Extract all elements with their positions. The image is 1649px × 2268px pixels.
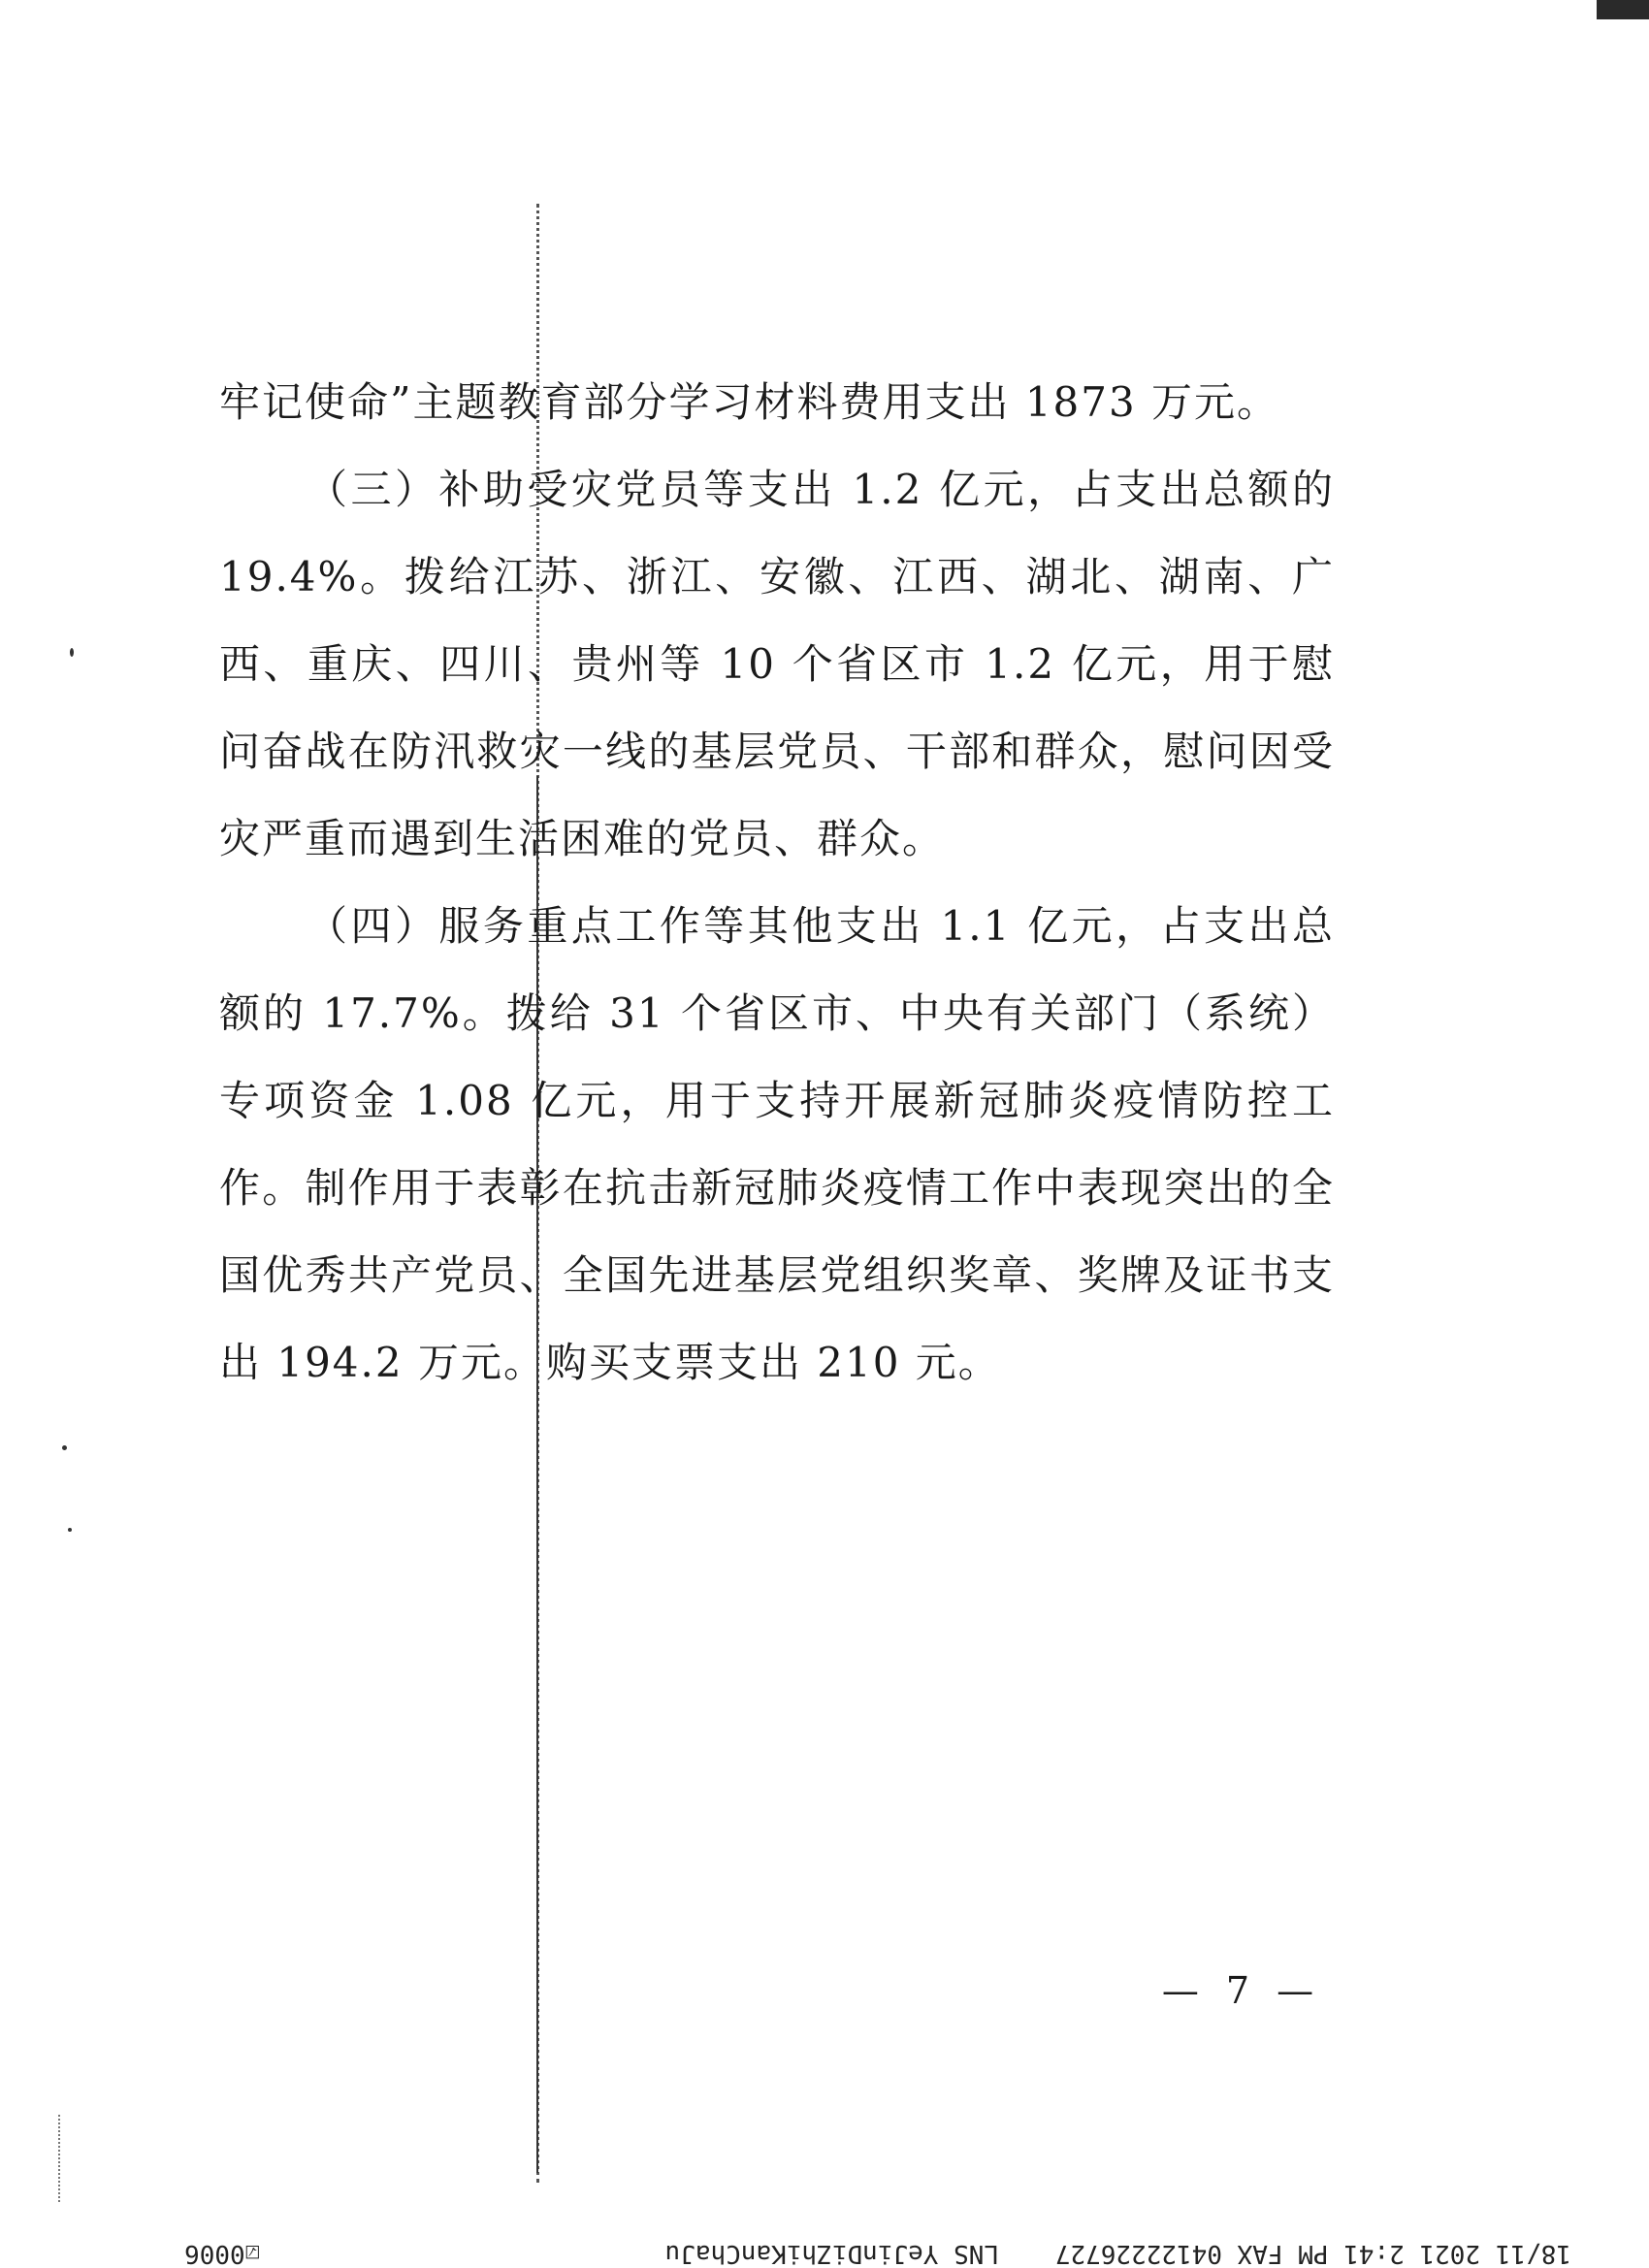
paragraph-section-four: （四）服务重点工作等其他支出 1.1 亿元，占支出总额的 17.7%。拨给 31 个省区市、中央有关部门（系统）专项资金 1.08 亿元，用于支持开展新冠肺炎疫情防控工作。制作用于表彰在抗击新冠肺炎疫情工作中表现突出的全国优秀共产党员、全国先进基层党组织奖章、奖牌及证书支出 194.2 万元。购买支票支出 210 元。 (219, 902, 1335, 1386)
document-body (219, 359, 1335, 1407)
scan-margin-marks (58, 2115, 60, 2202)
fax-header-upside-down (184, 2239, 1571, 2268)
scan-speck (62, 1445, 67, 1450)
fax-sender: LNS YeJinDiZhiKanChaJu (664, 2239, 999, 2268)
page-number: — 7 — (1161, 1969, 1322, 2012)
scan-speck (70, 648, 74, 657)
paragraph-continuation: 牢记使命”主题教育部分学习材料费用支出 1873 万元。 (219, 378, 1280, 426)
paragraph-section-three: （三）补助受灾党员等支出 1.2 亿元，占支出总额的 19.4%。拨给江苏、浙江、安徽、江西、湖北、湖南、广西、重庆、四川、贵州等 10 个省区市 1.2 亿元，用于慰问奋战在防汛救灾一线的基层党员、干部和群众，慰问因受灾严重而遇到生活困难的党员、群众。 (219, 466, 1335, 862)
fax-datetime: 18/11 2021 2:41 PM FAX 04122226727 (1054, 2239, 1571, 2268)
scan-speck (68, 1528, 72, 1532)
fax-page-id: ☑0006 (184, 2239, 261, 2268)
scan-corner-mark (1597, 0, 1649, 19)
